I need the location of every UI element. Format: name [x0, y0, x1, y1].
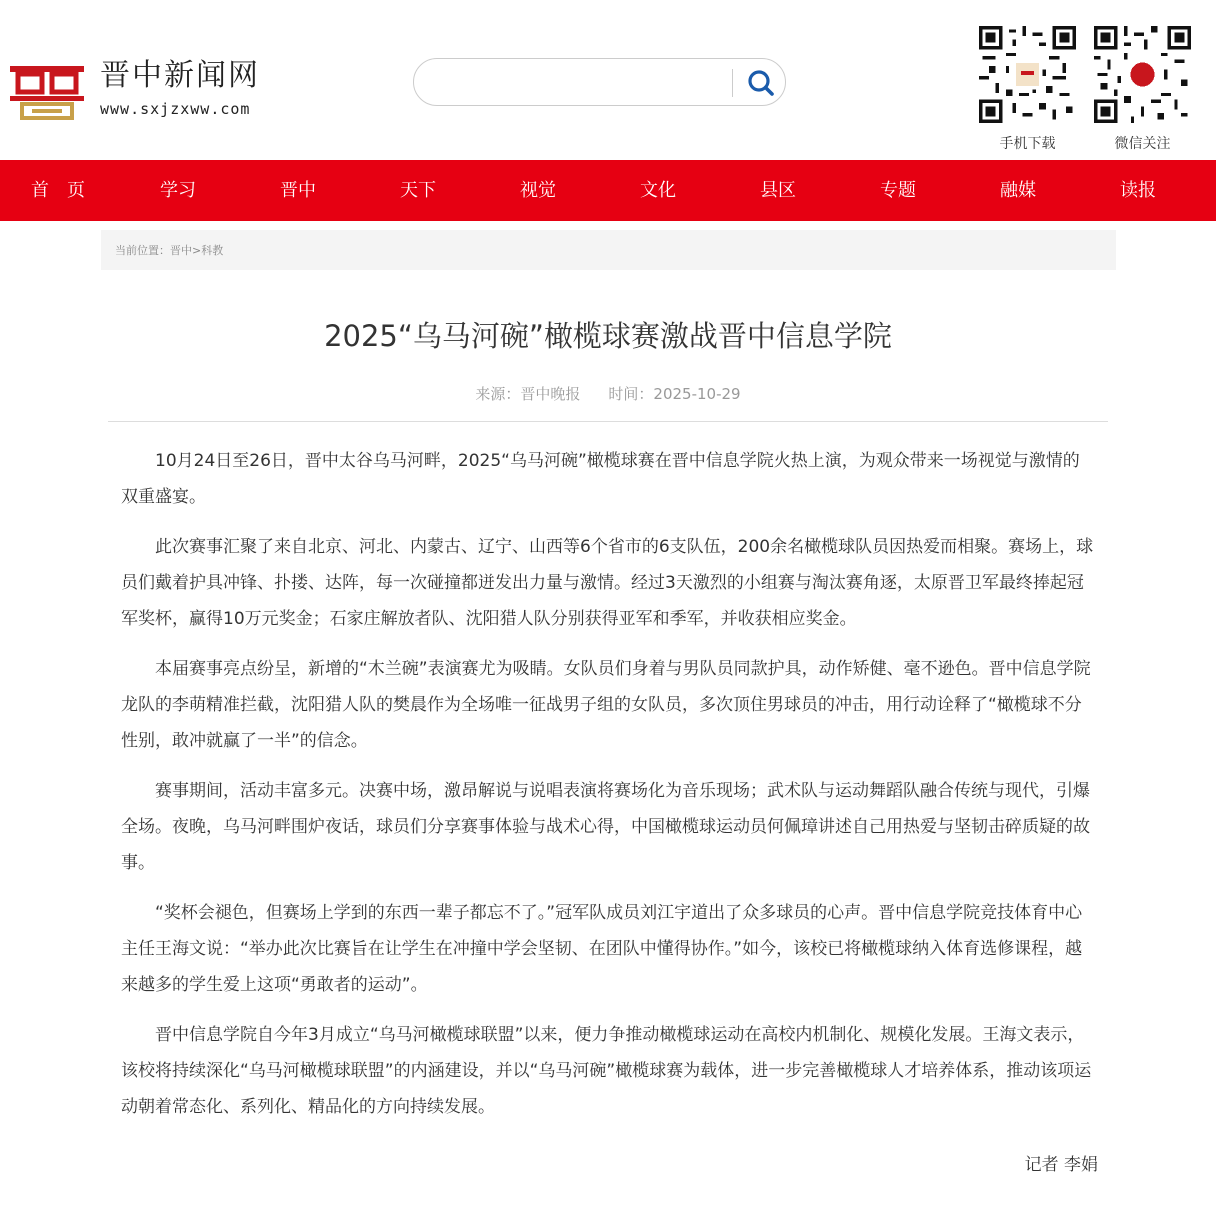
- article-meta: [0, 383, 1216, 404]
- article-source: 来源：晋中晚报: [475, 385, 581, 403]
- site-name: 晋中新闻网: [100, 58, 260, 93]
- site-logo[interactable]: [8, 56, 283, 122]
- logo-emblem-icon: [8, 60, 86, 120]
- article-title: 2025“乌马河碗”橄榄球赛激战晋中信息学院: [324, 319, 892, 353]
- article-paragraph: 此次赛事汇聚了来自北京、河北、内蒙古、辽宁、山西等6个省市的6支队伍，200余名橄榄球队员因热爱而相聚。赛场上，球员们戴着护具冲锋、扑搂、达阵，每一次碰撞都迸发出力量与激情。经过3天激烈的小组赛与淘汰赛角逐，太原晋卫军最终捧起冠军奖杯，赢得10万元奖金；石家庄解放者队、沈阳猎人队分别获得亚军和季军，并收获相应奖金。: [121, 537, 1094, 629]
- article-reporter: 记者 李娟: [1024, 1155, 1098, 1175]
- main-nav: [0, 160, 1216, 221]
- search-input[interactable]: [434, 67, 728, 99]
- article-paragraph: 10月24日至26日，晋中太谷乌马河畔，2025“乌马河碗”橄榄球赛在晋中信息学院火热上演，为观众带来一场视觉与激情的双重盛宴。: [121, 451, 1080, 507]
- qr-app-download[interactable]: [979, 26, 1076, 153]
- search-icon[interactable]: [744, 66, 778, 100]
- nav-item-newspaper[interactable]: 读报: [1120, 180, 1156, 201]
- site-url: www.sxjzxww.com: [100, 100, 251, 118]
- search-divider: [732, 69, 733, 97]
- nav-item-topics[interactable]: 专题: [880, 180, 916, 201]
- article-paragraph: 赛事期间，活动丰富多元。决赛中场，激昂解说与说唱表演将赛场化为音乐现场；武术队与运动舞蹈队融合传统与现代，引爆全场。夜晚，乌马河畔围炉夜话，球员们分享赛事体验与战术心得，中国橄榄球运动员何佩璋讲述自己用热爱与坚韧击碎质疑的故事。: [121, 781, 1090, 873]
- search-box: [413, 58, 786, 106]
- article-paragraph: “奖杯会褪色，但赛场上学到的东西一辈子都忘不了。”冠军队成员刘江宇道出了众多球员的心声。晋中信息学院竞技体育中心主任王海文说：“举办此次比赛旨在让学生在冲撞中学会坚韧、在团队中懂得协作。”如今，该校已将橄榄球纳入体育选修课程，越来越多的学生爱上这项“勇敢者的运动”。: [121, 903, 1083, 995]
- nav-item-culture[interactable]: 文化: [640, 180, 676, 201]
- qr-wechat-caption: 微信关注: [1114, 136, 1171, 152]
- article-time: 时间：2025-10-29: [608, 385, 741, 403]
- nav-item-world[interactable]: 天下: [400, 180, 436, 201]
- qr-code-icon: [1094, 26, 1191, 123]
- nav-item-home[interactable]: 首 页: [31, 180, 85, 201]
- nav-item-study[interactable]: 学习: [160, 180, 196, 201]
- article-paragraph: 晋中信息学院自今年3月成立“乌马河橄榄球联盟”以来，便力争推动橄榄球运动在高校内机制化、规模化发展。王海文表示，该校将持续深化“乌马河橄榄球联盟”的内涵建设，并以“乌马河碗”橄榄球赛为载体，进一步完善橄榄球人才培养体系，推动该项运动朝着常态化、系列化、精品化的方向持续发展。: [121, 1025, 1092, 1117]
- qr-wechat-follow[interactable]: [1094, 26, 1191, 153]
- nav-item-media[interactable]: 融媒: [1000, 180, 1036, 201]
- title-divider: [108, 421, 1108, 422]
- nav-item-jinzhong[interactable]: 晋中: [280, 180, 316, 201]
- nav-item-counties[interactable]: 县区: [760, 180, 796, 201]
- nav-item-visual[interactable]: 视觉: [520, 180, 556, 201]
- qr-code-icon: [979, 26, 1076, 123]
- breadcrumb: [101, 230, 1116, 270]
- qr-app-caption: 手机下载: [999, 136, 1056, 152]
- site-header: [0, 0, 1216, 160]
- breadcrumb-prefix: 当前位置：: [115, 244, 170, 257]
- article-paragraph: 本届赛事亮点纷呈，新增的“木兰碗”表演赛尤为吸睛。女队员们身着与男队员同款护具，动作矫健、毫不逊色。晋中信息学院龙队的李萌精准拦截，沈阳猎人队的樊晨作为全场唯一征战男子组的女队员，多次顶住男球员的冲击，用行动诠释了“橄榄球不分性别，敢冲就赢了一半”的信念。: [121, 659, 1091, 751]
- article-body: [121, 443, 1096, 1139]
- breadcrumb-path[interactable]: 晋中>科教: [170, 244, 224, 257]
